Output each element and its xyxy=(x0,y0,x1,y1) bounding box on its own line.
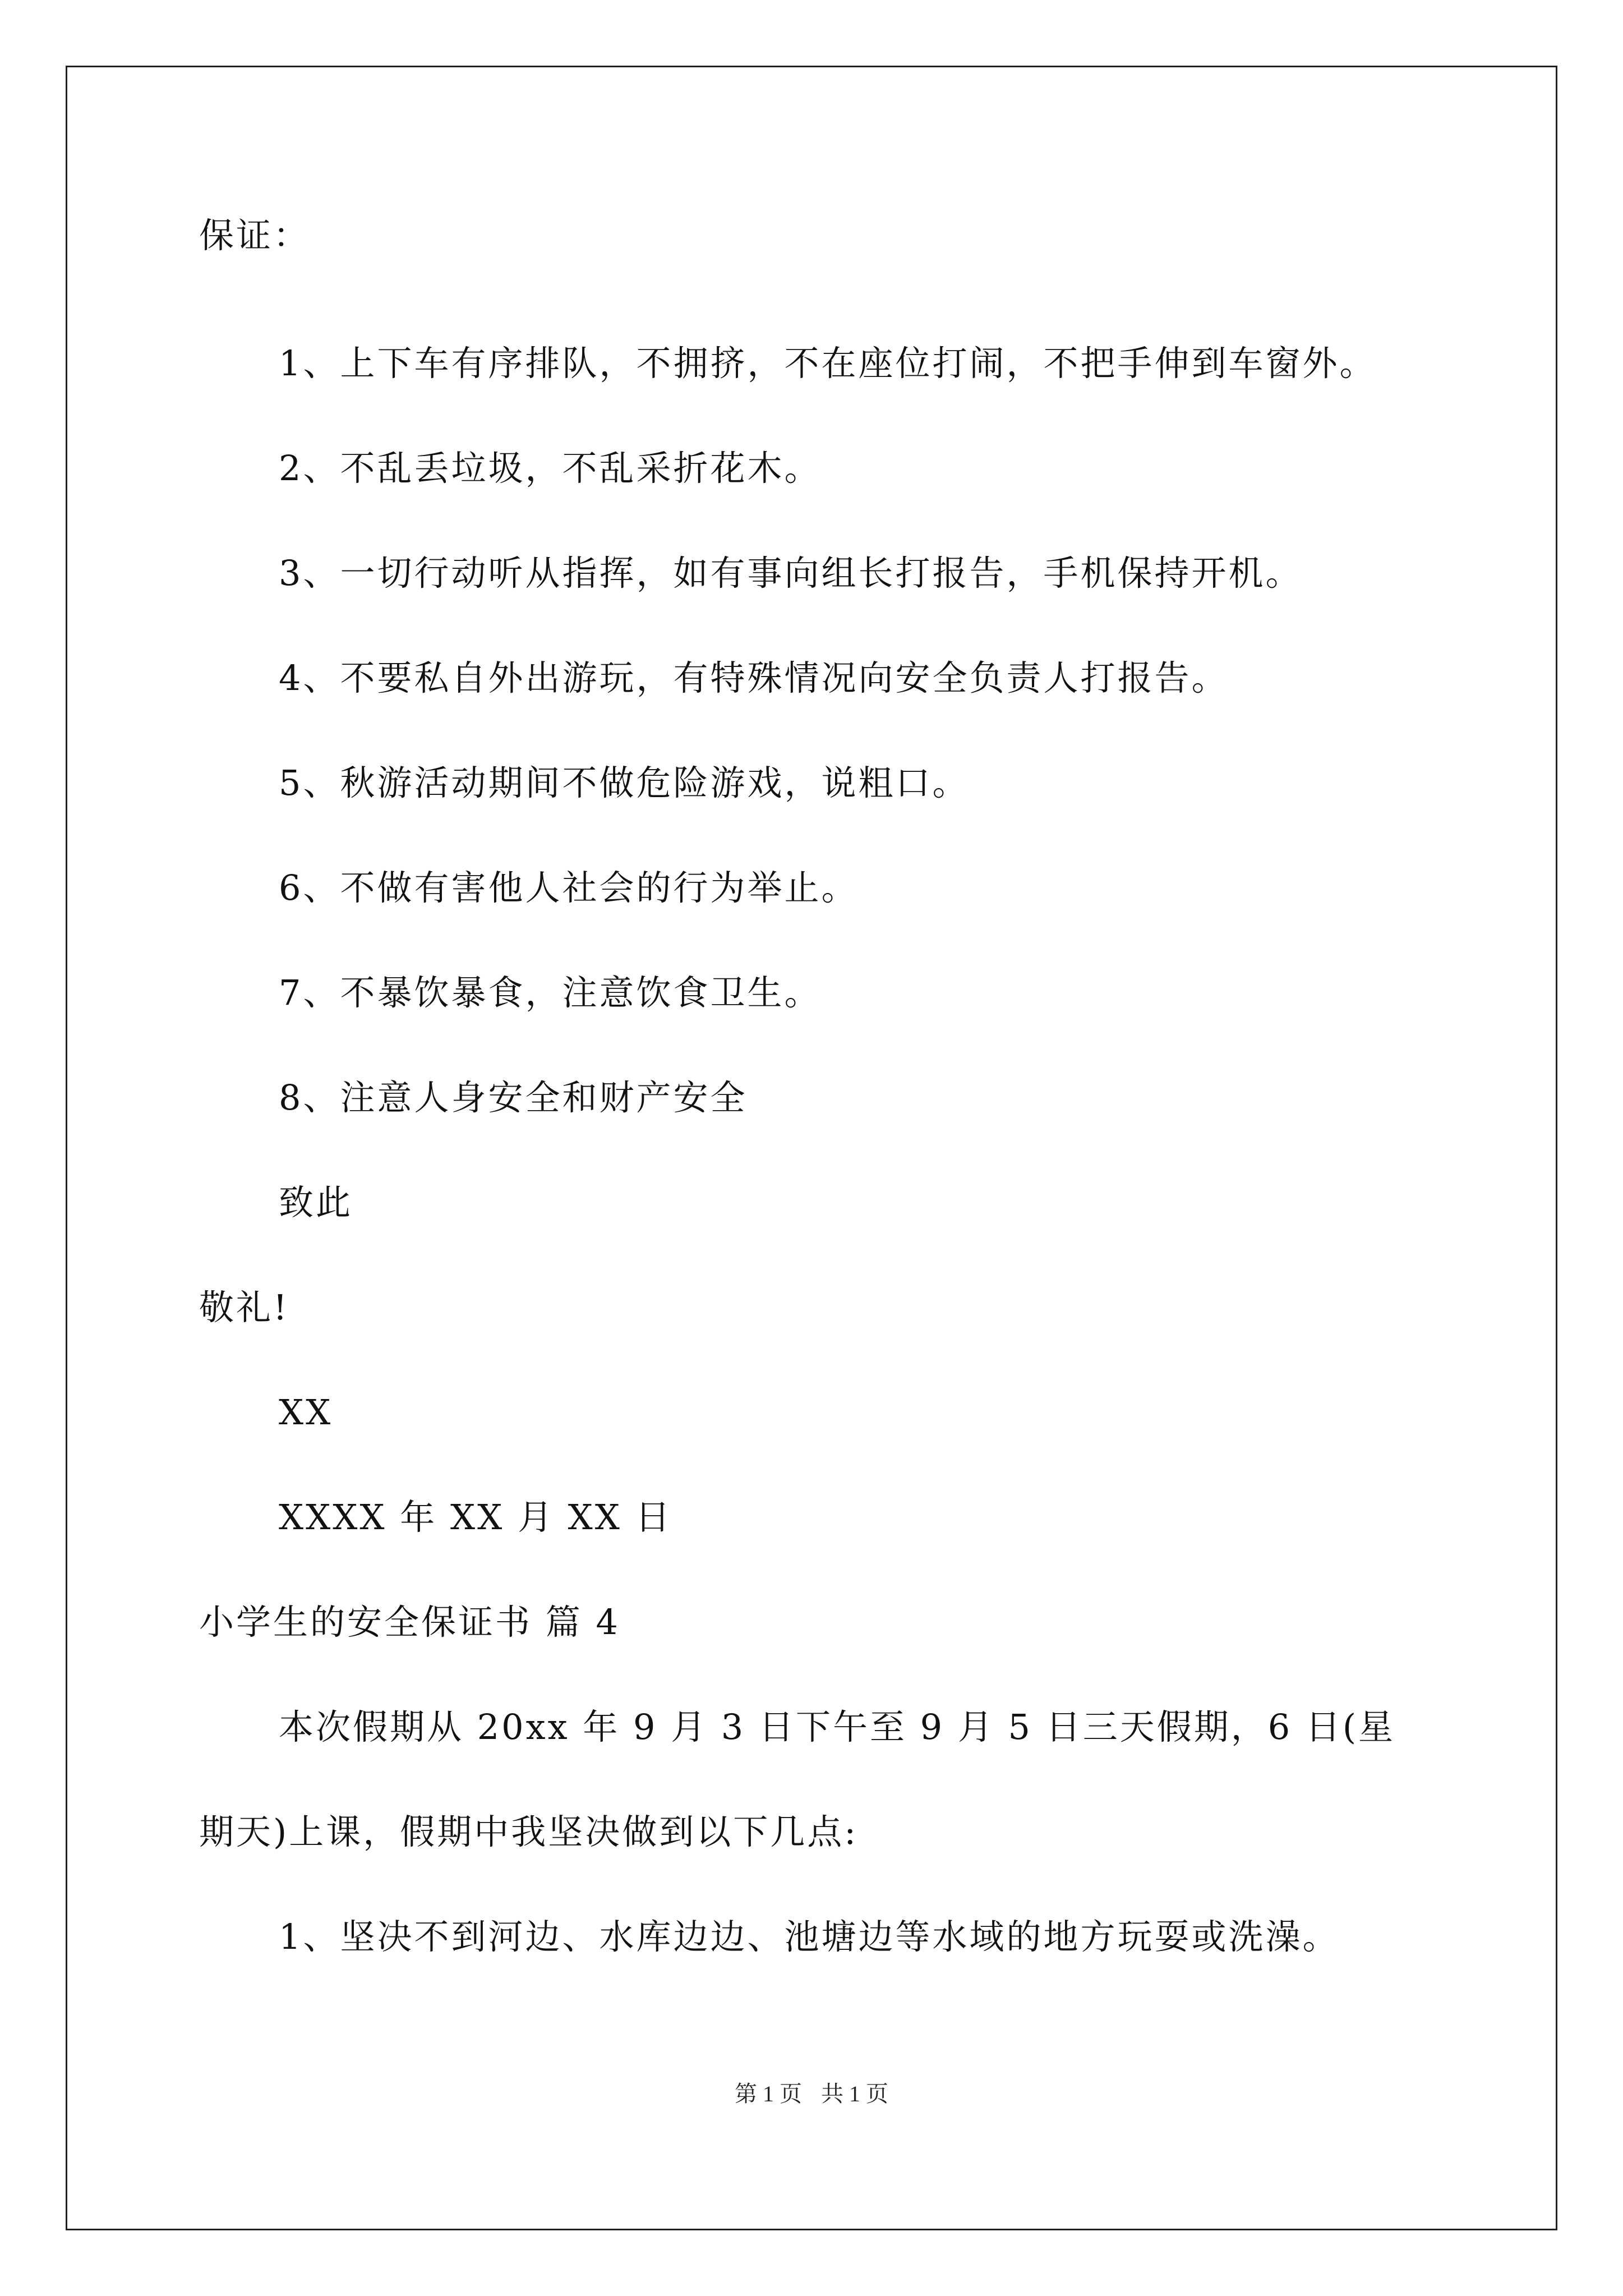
text-line-date: XXXX 年 XX 月 XX 日 xyxy=(279,1497,672,1538)
text-line-signature: XX xyxy=(279,1392,333,1433)
text-line-guarantee-heading: 保证： xyxy=(199,215,311,256)
text-line-rule-4: 4、不要私自外出游玩，有特殊情况向安全负责人打报告。 xyxy=(279,657,1229,698)
text-line-rule-3: 3、一切行动听从指挥，如有事向组长打报告，手机保持开机。 xyxy=(279,553,1303,593)
text-line-closing: 致此 xyxy=(279,1182,353,1223)
page-total: 共 1 页 xyxy=(821,2081,888,2106)
text-line-paragraph-1b: 期天)上课，假期中我坚决做到以下几点: xyxy=(199,1811,859,1852)
text-line-rule-5: 5、秋游活动期间不做危险游戏，说粗口。 xyxy=(279,762,970,803)
text-line-salute: 敬礼! xyxy=(199,1287,289,1328)
page-border xyxy=(66,66,1557,2230)
text-line-item-1: 1、坚决不到河边、水库边边、池塘边等水域的地方玩耍或洗澡。 xyxy=(279,1916,1340,1957)
text-line-paragraph-1a: 本次假期从 20xx 年 9 月 3 日下午至 9 月 5 日三天假期，6 日(星 xyxy=(279,1706,1396,1747)
page-number: 第 1 页 xyxy=(735,2081,802,2106)
text-line-rule-7: 7、不暴饮暴食，注意饮食卫生。 xyxy=(279,972,822,1013)
text-line-section-title: 小学生的安全保证书 篇 4 xyxy=(199,1602,620,1642)
text-line-rule-8: 8、注意人身安全和财产安全 xyxy=(279,1077,748,1118)
text-line-rule-1: 1、上下车有序排队，不拥挤，不在座位打闹，不把手伸到车窗外。 xyxy=(279,343,1377,384)
text-line-rule-6: 6、不做有害他人社会的行为举止。 xyxy=(279,867,859,908)
page-footer xyxy=(0,2080,1623,2108)
text-line-rule-2: 2、不乱丢垃圾，不乱采折花木。 xyxy=(279,448,822,489)
